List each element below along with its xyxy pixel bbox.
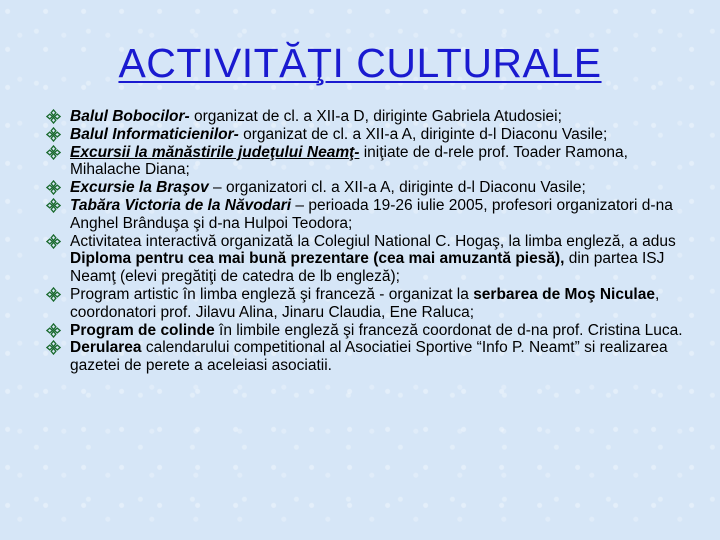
list-item	[46, 322, 686, 340]
item-text: organizat de cl. a XII-a A, diriginte d-l Diaconu Vasile;	[238, 125, 608, 143]
slide-title: ACTIVITĂŢI CULTURALE	[118, 40, 602, 86]
list-item	[46, 108, 686, 126]
diamond-quad-bullet-icon	[46, 180, 61, 195]
diamond-quad-bullet-icon	[46, 109, 61, 124]
diamond-quad-bullet-icon	[46, 234, 61, 249]
item-text: iniţiate de d-rele prof. Toader Ramona, Mihalache Diana;	[70, 143, 628, 179]
diamond-quad-bullet-icon	[46, 145, 61, 160]
item-highlight: Balul Bobocilor-	[70, 108, 190, 125]
item-highlight: serbarea de Moş Niculae	[473, 285, 655, 303]
list-item	[46, 179, 686, 197]
diamond-quad-bullet-icon	[46, 287, 61, 302]
list-item	[46, 233, 686, 286]
list-item	[46, 197, 686, 233]
item-text: , coordonatori prof. Jilavu Alina, Jinaru Claudia, Ene Raluca;	[70, 285, 660, 321]
item-text: în limbile engleză şi franceză coordonat de d-na prof. Cristina Luca.	[214, 321, 683, 339]
list-item	[46, 126, 686, 144]
item-text: Activitatea interactivă organizată la Colegiul National C. Hogaş, la limba engleză, a adus	[70, 232, 676, 250]
activities-list	[46, 108, 686, 375]
item-highlight: Excursii la mănăstirile judeţului Neamţ-	[70, 143, 360, 161]
diamond-quad-bullet-icon	[46, 340, 61, 355]
item-text: Program artistic în limba engleză şi franceză - organizat la	[70, 285, 474, 303]
item-highlight: Diploma pentru cea mai bună prezentare (cea mai amuzantă piesă),	[70, 250, 565, 268]
item-text: – perioada 19-26 iulie 2005, profesori organizatori d-na Anghel Brânduşa şi d-na Hulpoi Teodora;	[70, 196, 673, 232]
diamond-quad-bullet-icon	[46, 323, 61, 338]
item-text: – organizatori cl. a XII-a A, diriginte d-l Diaconu Vasile;	[208, 179, 586, 197]
item-text: din partea ISJ Neamţ (elevi pregătiţi de catedra de lb engleză);	[70, 250, 665, 286]
list-item	[46, 286, 686, 322]
list-item	[46, 144, 686, 180]
item-text: calendarului competitional al Asociatiei Sportive “Info P. Neamt” si realizarea gazetei de perete a aceleiasi asociatii.	[70, 339, 668, 375]
diamond-quad-bullet-icon	[46, 198, 61, 213]
item-highlight: Program de colinde	[70, 321, 215, 339]
item-highlight: Excursie la Braşov	[70, 179, 209, 197]
item-highlight: Balul Informaticienilor-	[70, 125, 239, 143]
item-highlight: Derularea	[70, 339, 142, 357]
list-item	[46, 339, 686, 375]
item-highlight: Tabăra Victoria de la Năvodari	[70, 196, 292, 214]
slide-title-wrap	[0, 40, 720, 87]
item-text: organizat de cl. a XII-a D, diriginte Gabriela Atudosiei;	[189, 108, 562, 125]
diamond-quad-bullet-icon	[46, 127, 61, 142]
